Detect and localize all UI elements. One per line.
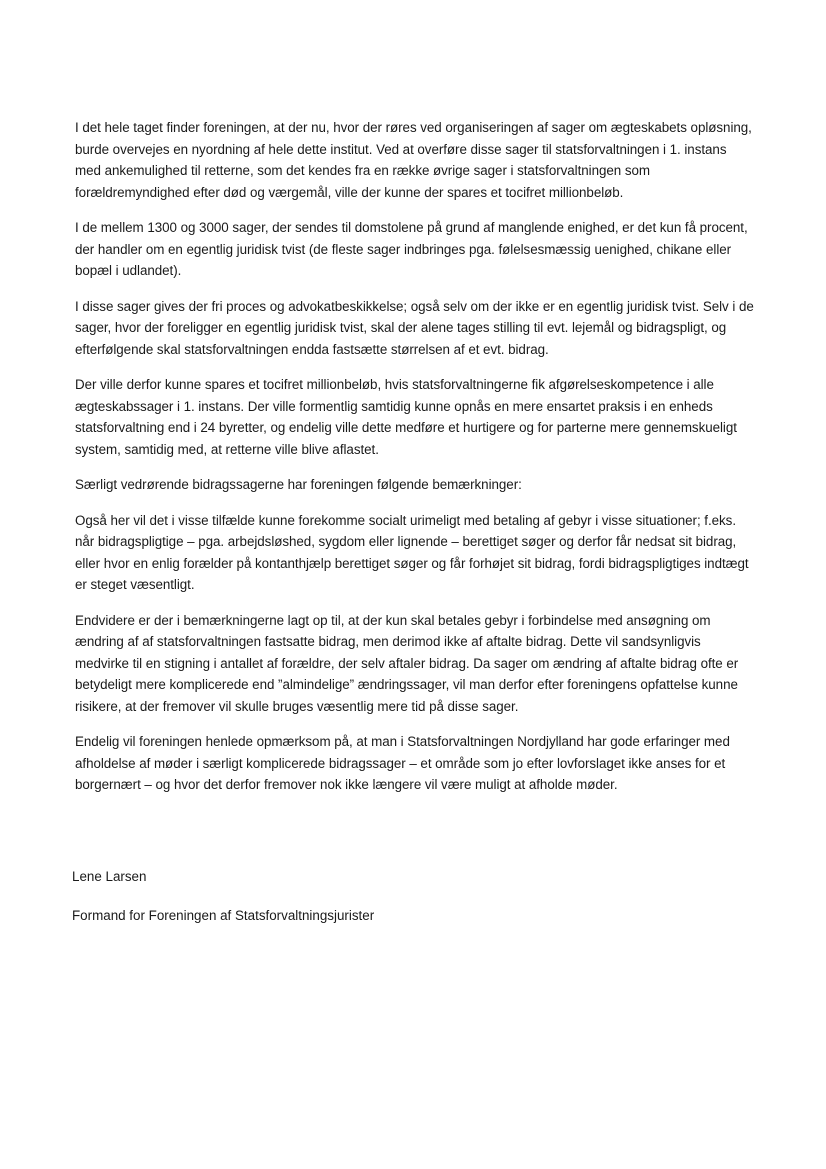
- paragraph-6: Også her vil det i visse tilfælde kunne forekomme socialt urimeligt med betaling af gebyr i visse situationer; f.eks. når bidragspligtige – pga. arbejdsløshed, sygdom eller lignende – berettiget søger og derfor får nedsat sit bidrag, eller hvor en enlig forælder på kontanthjælp berettiget søger og får forhøjet sit bidrag, fordi bidragspligtiges indtægt er steget væsentligt.: [75, 512, 749, 592]
- paragraph-4: Der ville derfor kunne spares et tocifret millionbeløb, hvis statsforvaltningerne fik afgørelseskompetence i alle ægteskabssager i 1. instans. Der ville formentlig samtidig kunne opnås en mere ensartet praksis i en enheds statsforvaltning end i 24 byretter, og endelig ville dette medføre et hurtigere og for parterne mere gennemskueligt system, samtidig med, at retterne ville blive aflastet.: [75, 377, 737, 457]
- signature-block: [72, 866, 672, 926]
- paragraph-5: Særligt vedrørende bidragssagerne har foreningen følgende bemærkninger:: [75, 477, 522, 492]
- signature-title: Formand for Foreningen af Statsforvaltningsjurister: [72, 907, 375, 923]
- paragraph-1: I det hele taget finder foreningen, at der nu, hvor der røres ved organiseringen af sager om ægteskabets opløsning, burde overvejes en nyordning af hele dette institut. Ved at overføre disse sager til statsforvaltningen i 1. instans med ankemulighed til retterne, som det kendes fra en række øvrige sager i statsforvaltningen som forældremyndighed efter død og værgemål, ville der kunne der spares et tocifret millionbeløb.: [75, 120, 752, 200]
- paragraph-3: I disse sager gives der fri proces og advokatbeskikkelse; også selv om der ikke er en egentlig juridisk tvist. Selv i de sager, hvor der foreligger en egentlig juridisk tvist, skal der alene tages stilling til evt. lejemål og bidragspligt, og efterfølgende skal statsforvaltningen endda fastsætte størrelsen af et evt. bidrag.: [75, 298, 754, 357]
- paragraph-8: Endelig vil foreningen henlede opmærksom på, at man i Statsforvaltningen Nordjylland har gode erfaringer med afholdelse af møder i særligt komplicerede bidragssager – et område som jo efter lovforslaget ikke anses for et borgernært – og hvor det derfor fremover nok ikke længere vil være muligt at afholde møder.: [75, 734, 730, 792]
- signature-name: Lene Larsen: [72, 869, 147, 884]
- paragraph-7: Endvidere er der i bemærkningerne lagt op til, at der kun skal betales gebyr i forbindelse med ansøgning om ændring af af statsforvaltningen fastsatte bidrag, men derimod ikke af aftalte bidrag. Dette vil sandsynligvis medvirke til en stigning i antallet af forældre, der selv aftaler bidrag. Da sager om ændring af aftalte bidrag ofte er betydeligt mere komplicerede end ”almindelige” ændringssager, vil man derfor efter foreningens opfattelse kunne risikere, at der fremover vil skulle bruges væsentlig mere tid på disse sager.: [75, 612, 739, 714]
- letter-body: [75, 117, 755, 810]
- paragraph-2: I de mellem 1300 og 3000 sager, der sendes til domstolene på grund af manglende enighed, er det kun få procent, der handler om en egentlig juridisk tvist (de fleste sager indbringes pga. følelsesmæssig uenighed, chikane eller bopæl i udlandet).: [75, 220, 748, 278]
